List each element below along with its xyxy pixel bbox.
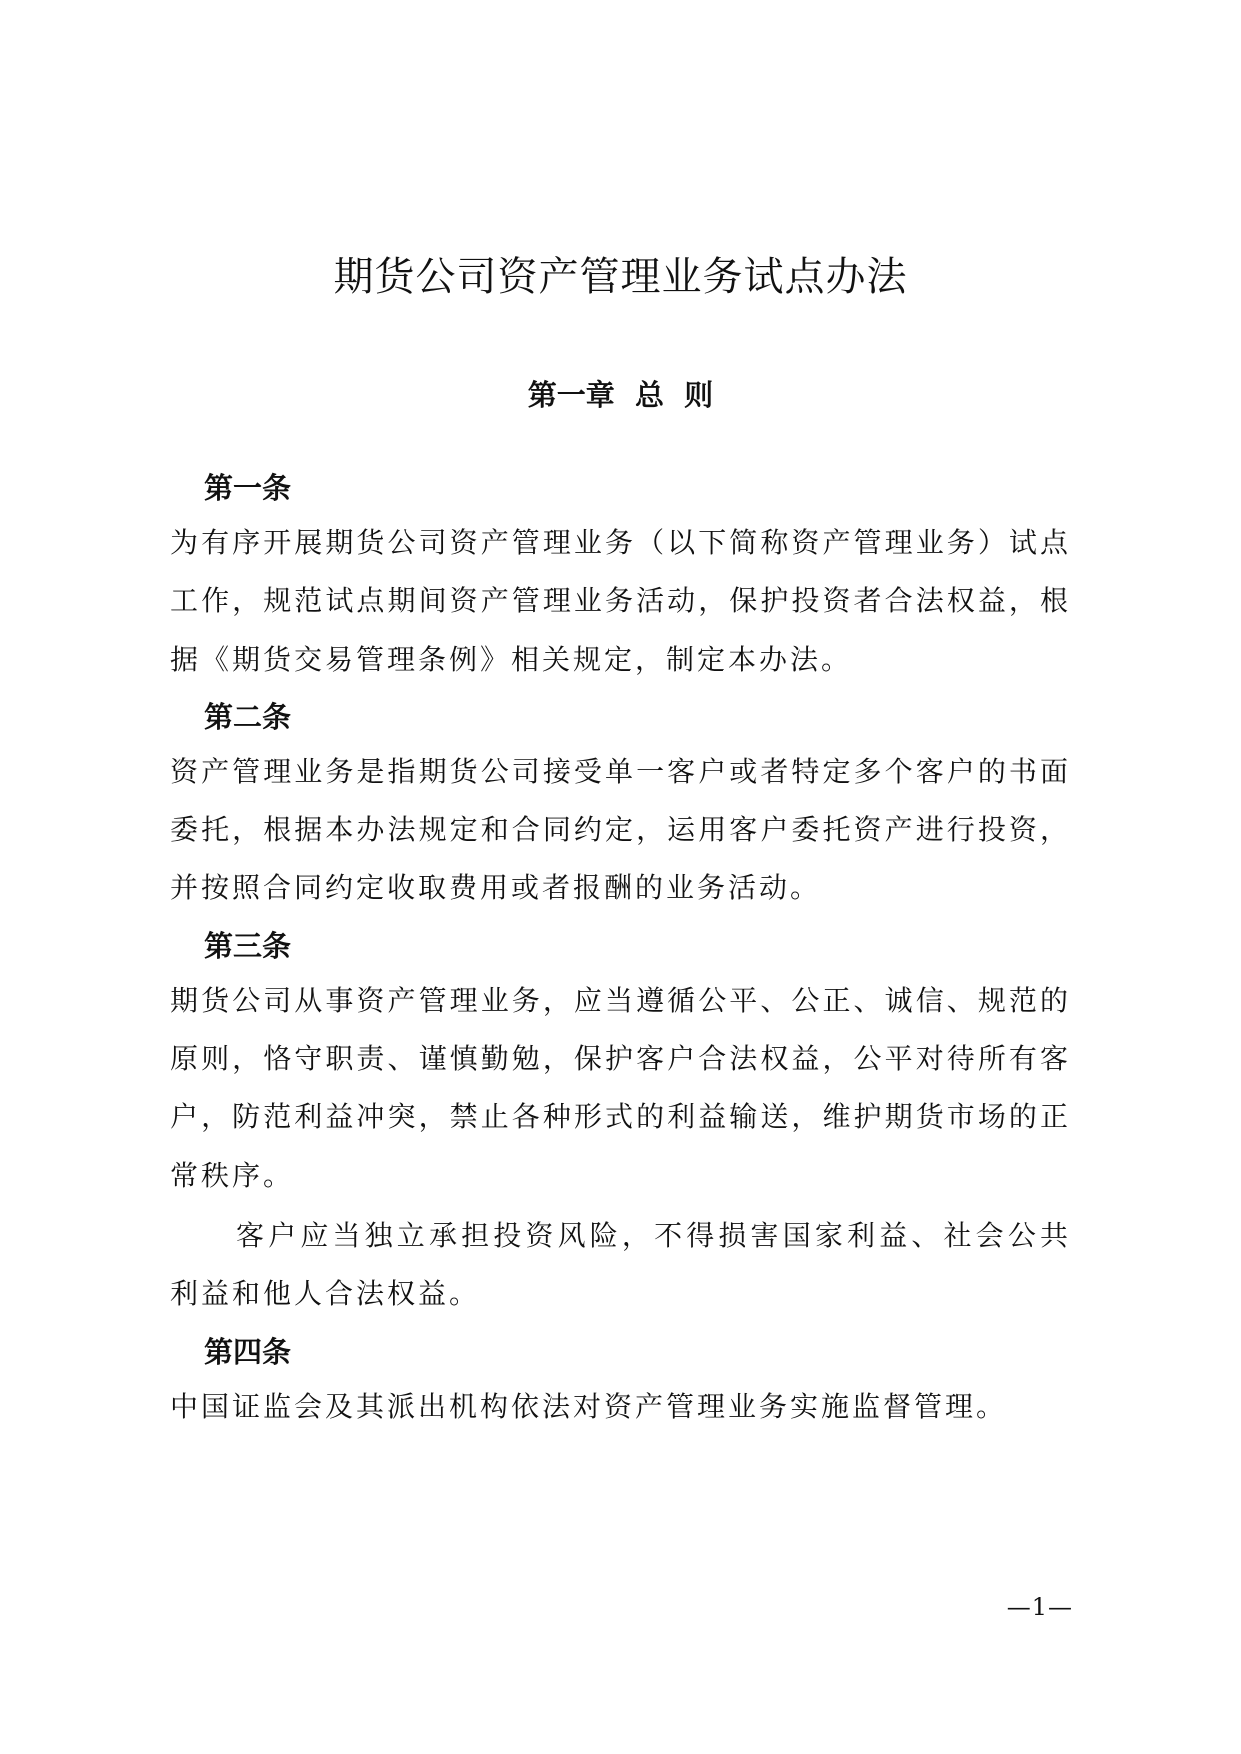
page-number: —1— <box>1006 1593 1073 1621</box>
document-title: 期货公司资产管理业务试点办法 <box>333 253 908 300</box>
article-paragraph: 资产管理业务是指期货公司接受单一客户或者特定多个客户的书面委托，根据本办法规定和合同约定，运用客户委托资产进行投资，并按照合同约定收取费用或者报酬的业务活动。 <box>170 754 1071 905</box>
article-heading: 第二条 <box>204 699 292 734</box>
article-3 <box>170 924 1071 1324</box>
article-paragraph: 客户应当独立承担投资风险，不得损害国家利益、社会公共利益和他人合法权益。 <box>170 1218 1071 1311</box>
chapter-title: 第一章 总 则 <box>527 378 714 413</box>
article-paragraph: 中国证监会及其派出机构依法对资产管理业务实施监督管理。 <box>170 1389 1008 1423</box>
article-1 <box>170 466 1071 689</box>
article-paragraph: 为有序开展期货公司资产管理业务（以下简称资产管理业务）试点工作，规范试点期间资产管理业务活动，保护投资者合法权益，根据《期货交易管理条例》相关规定，制定本办法。 <box>170 526 1071 676</box>
article-heading: 第一条 <box>204 471 292 505</box>
article-heading: 第三条 <box>204 928 292 963</box>
article-paragraph: 期货公司从事资产管理业务，应当遵循公平、公正、诚信、规范的原则，恪守职责、谨慎勤勉，保护客户合法权益，公平对待所有客户，防范利益冲突，禁止各种形式的利益输送，维护期货市场的正常秩序。 <box>170 983 1071 1192</box>
article-2 <box>170 695 1071 918</box>
article-heading: 第四条 <box>204 1334 292 1369</box>
article-4 <box>170 1330 1071 1436</box>
document-body <box>170 466 1071 1442</box>
